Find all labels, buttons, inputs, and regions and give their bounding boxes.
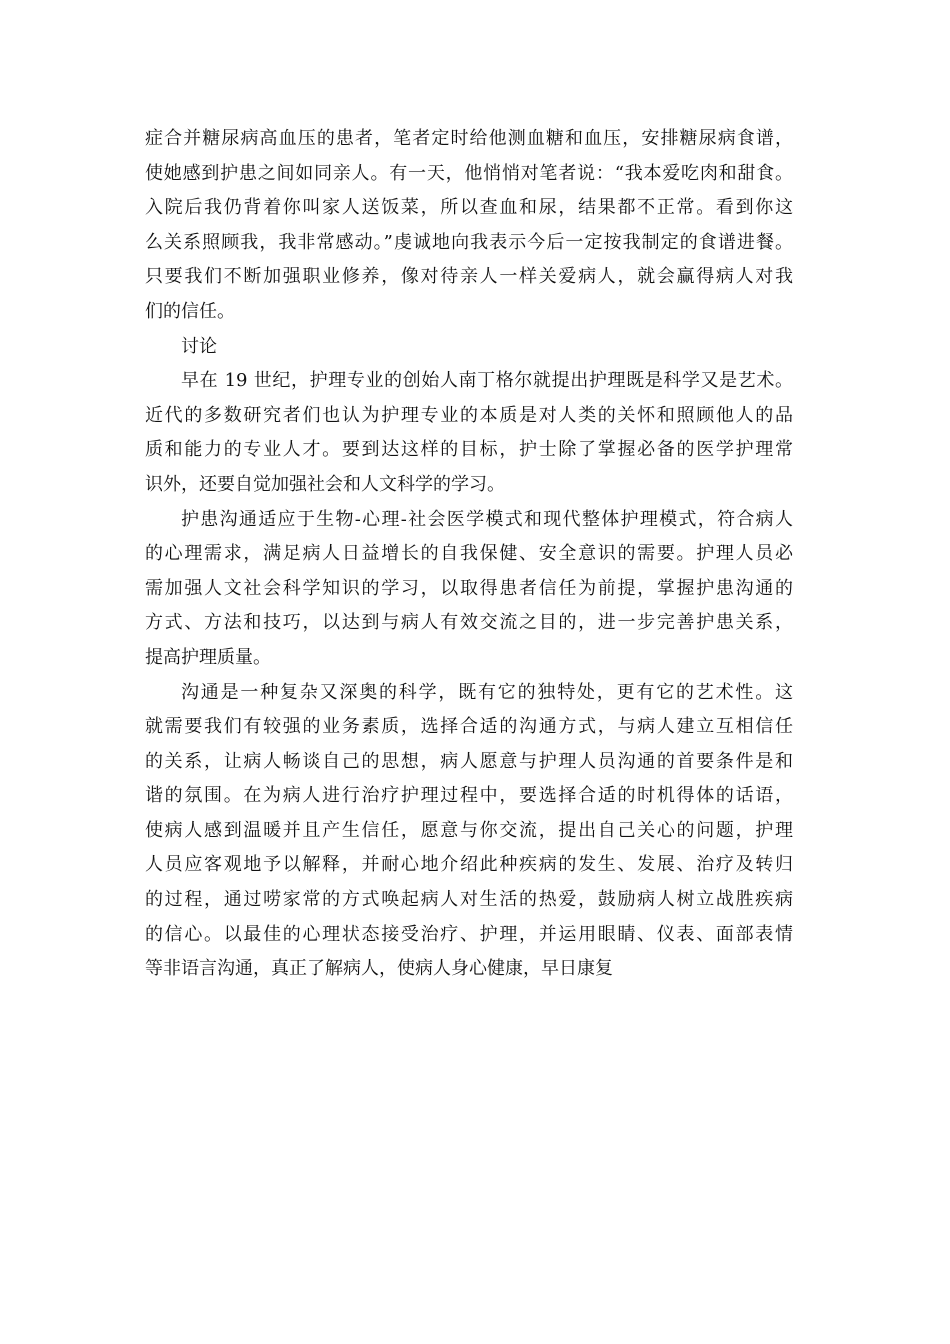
text-line: 的信心。以最佳的心理状态接受治疗、护理，并运用眼睛、仪表、面部表情 bbox=[145, 923, 793, 945]
text-line: 的心理需求，满足病人日益增长的自我保健、安全意识的需要。护理人员必 bbox=[145, 543, 793, 565]
text-line: 质和能力的专业人才。要到达这样的目标，护士除了掌握必备的医学护理常 bbox=[145, 439, 793, 461]
text-line: 近代的多数研究者们也认为护理专业的本质是对人类的关怀和照顾他人的品 bbox=[145, 404, 793, 426]
text-line: 使病人感到温暖并且产生信任，愿意与你交流，提出自己关心的问题，护理 bbox=[145, 819, 793, 841]
text-line: 识外，还要自觉加强社会和人文科学的学习。 bbox=[145, 473, 505, 495]
section-heading-discussion bbox=[145, 330, 793, 365]
text-line: 早在 19 世纪，护理专业的创始人南丁格尔就提出护理既是科学又是艺术。 bbox=[181, 370, 793, 392]
text-line: 等非语言沟通，真正了解病人，使病人身心健康，早日康复 bbox=[145, 958, 613, 980]
heading-text: 讨论 bbox=[181, 335, 217, 357]
paragraph-nightingale bbox=[145, 364, 793, 502]
paragraph-nurse-patient-communication bbox=[145, 503, 793, 676]
text-line: 人员应客观地予以解释，并耐心地介绍此种疾病的发生、发展、治疗及转归 bbox=[145, 854, 793, 876]
text-line: 沟通是一种复杂又深奥的科学，既有它的独特处，更有它的艺术性。这 bbox=[181, 681, 793, 703]
text-line: 们的信任。 bbox=[145, 300, 235, 322]
text-line: 护患沟通适应于生物-心理-社会医学模式和现代整体护理模式，符合病人 bbox=[181, 508, 793, 530]
text-line: 就需要我们有较强的业务素质，选择合适的沟通方式，与病人建立互相信任 bbox=[145, 716, 793, 738]
text-line: 谐的氛围。在为病人进行治疗护理过程中，要选择合适的时机得体的话语， bbox=[145, 785, 793, 807]
text-line: 的过程，通过唠家常的方式唤起病人对生活的热爱，鼓励病人树立战胜疾病 bbox=[145, 889, 793, 911]
text-line: 需加强人文社会科学知识的学习，以取得患者信任为前提，掌握护患沟通的 bbox=[145, 577, 793, 599]
text-line: 么关系照顾我，我非常感动。”虔诚地向我表示今后一定按我制定的食谱进餐。 bbox=[145, 231, 793, 253]
text-line: 的关系，让病人畅谈自己的思想，病人愿意与护理人员沟通的首要条件是和 bbox=[145, 750, 793, 772]
paragraph-communication-science bbox=[145, 676, 793, 987]
document-body bbox=[145, 122, 793, 987]
text-line: 入院后我仍背着你叫家人送饭菜，所以查血和尿，结果都不正常。看到你这 bbox=[145, 197, 793, 219]
text-line: 使她感到护患之间如同亲人。有一天，他悄悄对笔者说：“我本爱吃肉和甜食。 bbox=[145, 162, 793, 184]
text-line: 症合并糖尿病高血压的患者，笔者定时给他测血糖和血压，安排糖尿病食谱， bbox=[145, 128, 793, 149]
text-line: 只要我们不断加强职业修养，像对待亲人一样关爱病人，就会赢得病人对我 bbox=[145, 266, 793, 288]
paragraph-case-story bbox=[145, 122, 793, 330]
text-line: 提高护理质量。 bbox=[145, 646, 271, 668]
text-line: 方式、方法和技巧，以达到与病人有效交流之目的，进一步完善护患关系， bbox=[145, 612, 793, 634]
